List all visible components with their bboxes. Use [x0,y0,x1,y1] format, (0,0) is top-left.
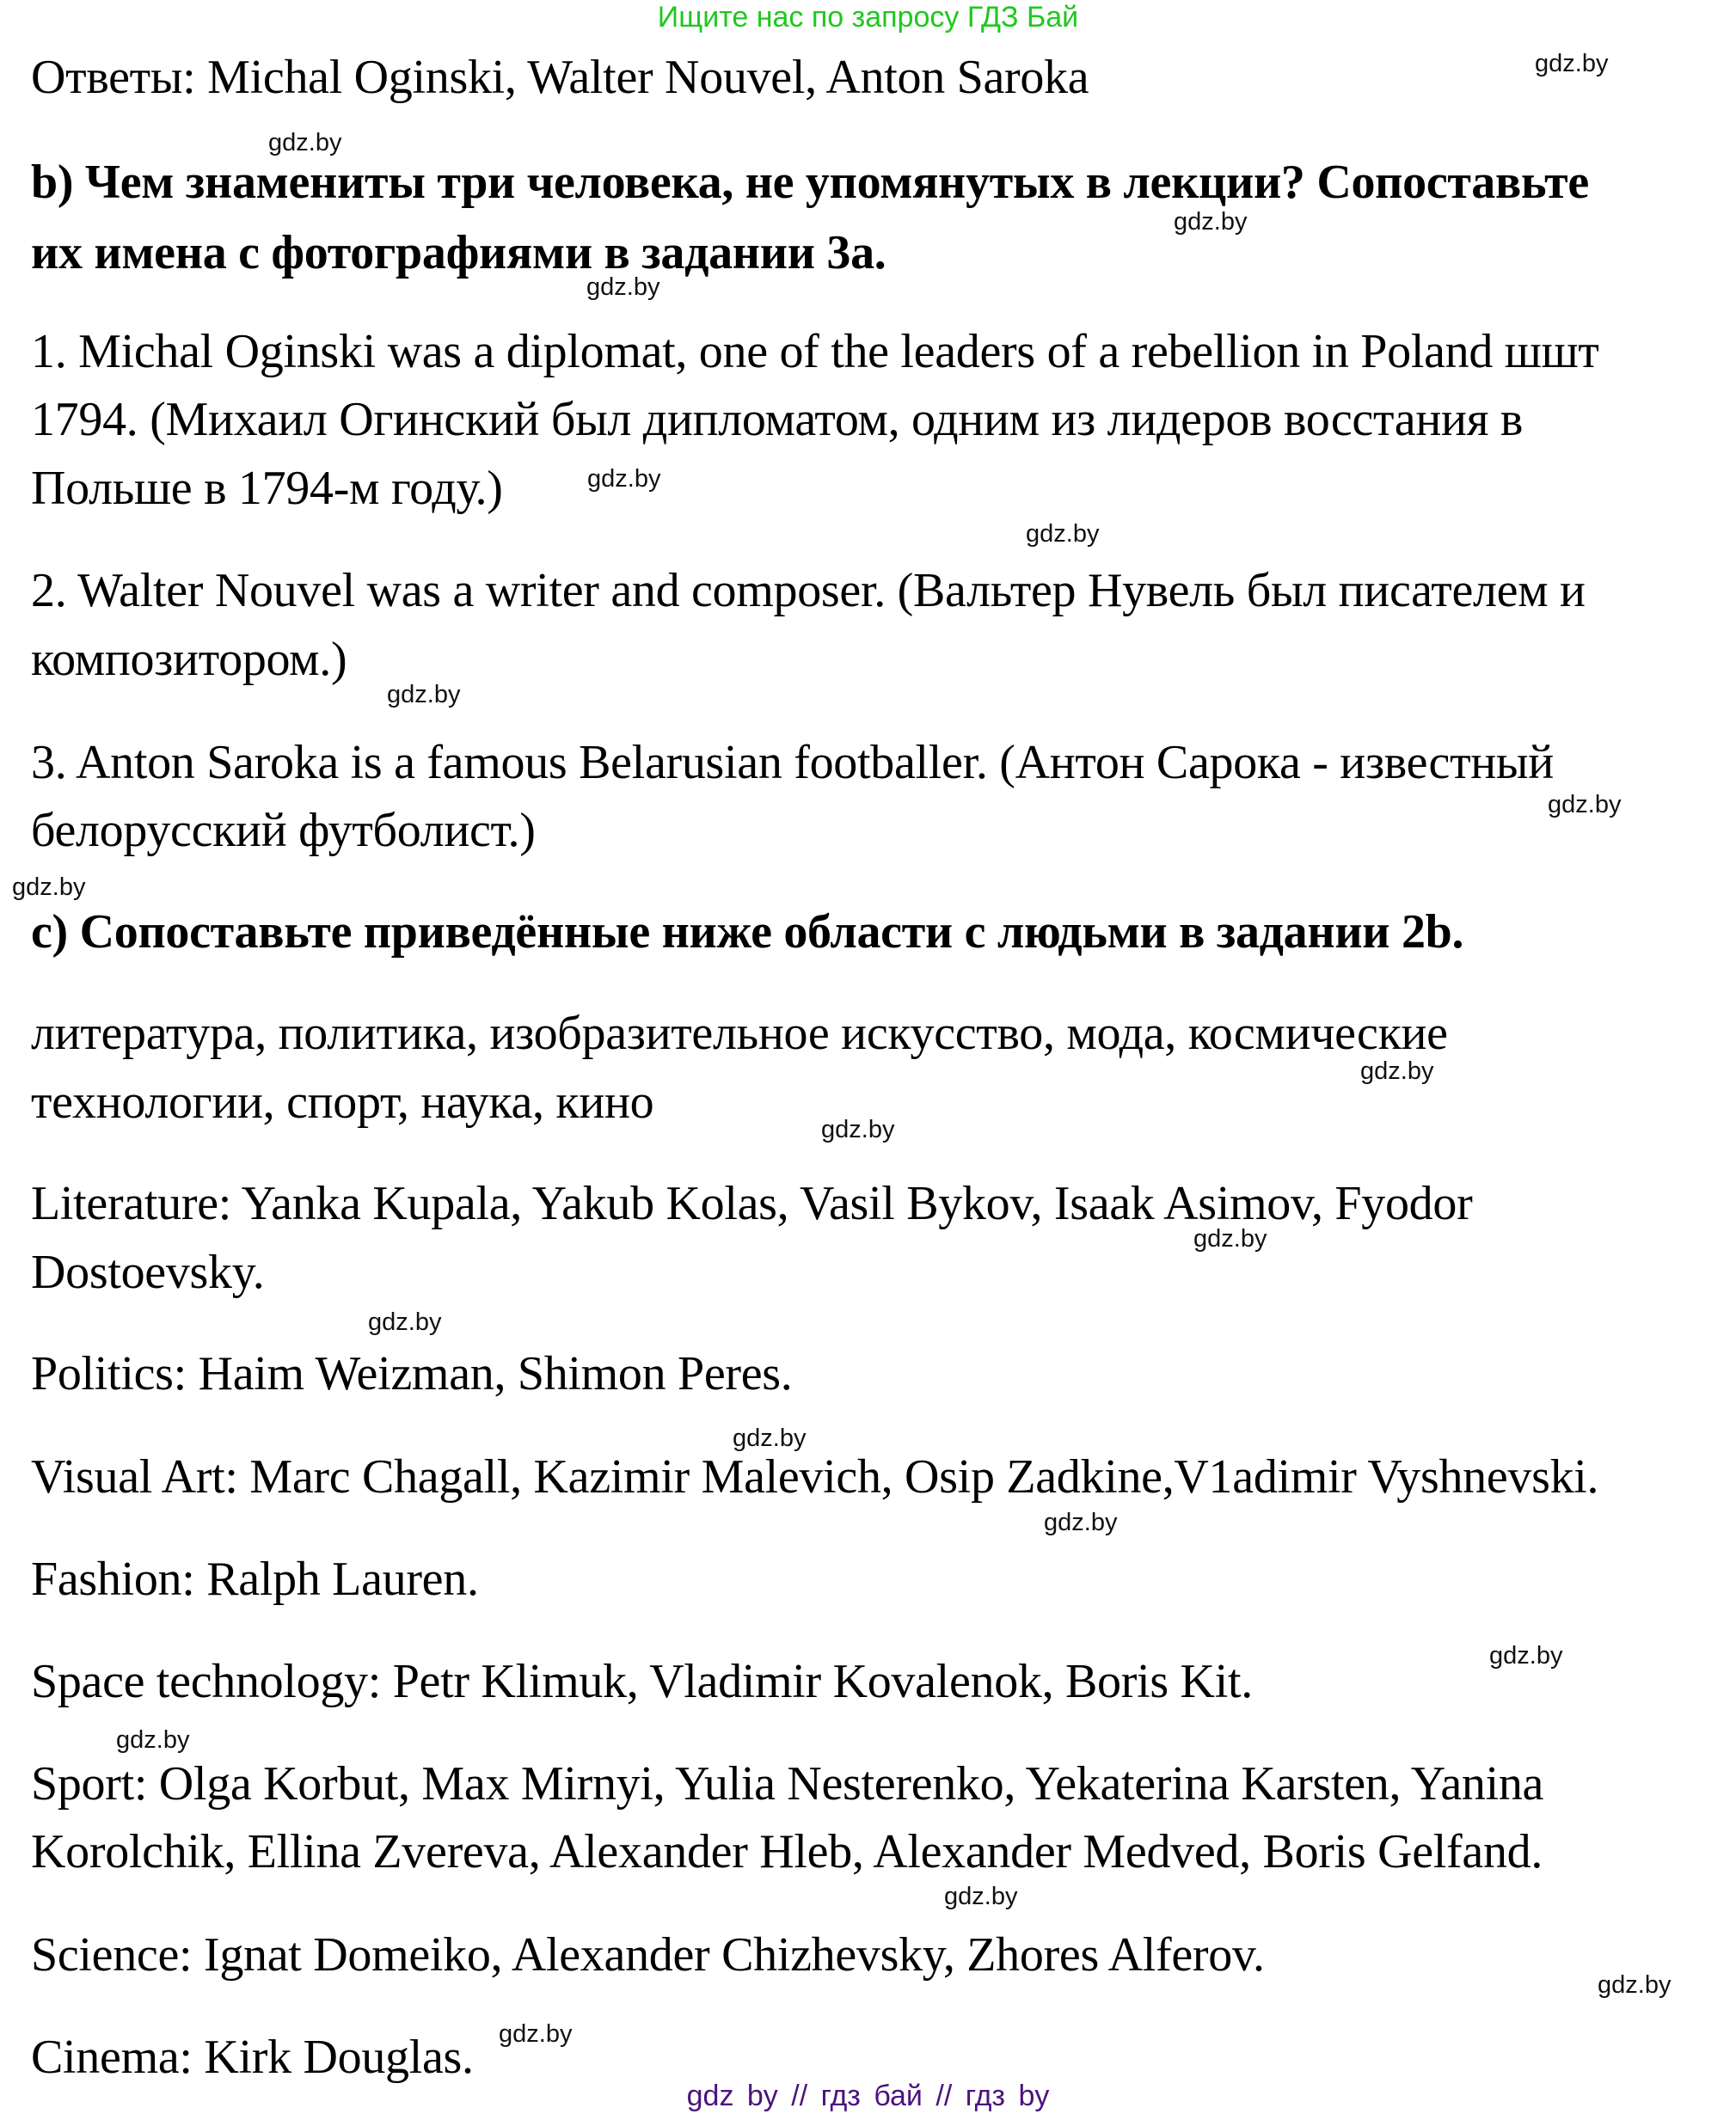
task-c-areas-line-1: литература, политика, изобразительное искусство, мода, космические [31,1007,1448,1060]
watermark: gdz.by [1598,1971,1672,1999]
task-b-heading-line-2: их имена с фотографиями в задании 3а. [31,226,886,279]
task-c-heading: c) Сопоставьте приведённые ниже области с людьми в задании 2b. [31,905,1464,959]
watermark: gdz.by [368,1308,442,1336]
category-visual-art: Visual Art: Marc Chagall, Kazimir Malevich, Osip Zadkine,V1adimir Vyshnevski. [31,1450,1599,1504]
watermark: gdz.by [499,2020,573,2048]
watermark: gdz.by [1026,520,1100,548]
task-b-item-1-line-3: Польше в 1794-м году.) [31,462,503,515]
task-b-item-2-line-1: 2. Walter Nouvel was a writer and composer. (Вальтер Нувель был писателем и [31,564,1586,617]
watermark: gdz.by [1548,791,1622,818]
watermark: gdz.by [1360,1057,1434,1085]
watermark: gdz.by [944,1883,1018,1910]
watermark: gdz.by [586,273,660,301]
answers-line: Ответы: Michal Oginski, Walter Nouvel, Anton Saroka [31,51,1089,104]
category-literature-line-1: Literature: Yanka Kupala, Yakub Kolas, Vasil Bykov, Isaak Asimov, Fyodor [31,1177,1473,1230]
watermark: gdz.by [268,129,342,156]
footer-links: gdz by // гдз бай // гдз by [686,2080,1050,2112]
task-b-heading-line-1: b) Чем знамениты три человека, не упомянутых в лекции? Сопоставьте [31,156,1589,209]
task-b-item-2-line-2: композитором.) [31,633,347,686]
watermark: gdz.by [1174,208,1248,236]
task-b-item-1-line-2: 1794. (Михаил Огинский был дипломатом, одним из лидеров восстания в [31,393,1523,446]
watermark: gdz.by [733,1425,807,1452]
category-cinema: Cinema: Kirk Douglas. [31,2031,474,2084]
category-literature-line-2: Dostoevsky. [31,1246,265,1299]
watermark: gdz.by [387,681,461,708]
category-sport-line-2: Korolchik, Ellina Zvereva, Alexander Hleb, Alexander Medved, Boris Gelfand. [31,1825,1543,1878]
watermark: gdz.by [1489,1642,1563,1670]
watermark: gdz.by [1044,1509,1118,1536]
watermark: gdz.by [116,1726,190,1754]
task-b-item-3-line-2: белорусский футболист.) [31,804,536,857]
watermark: gdz.by [12,873,86,901]
category-fashion: Fashion: Ralph Lauren. [31,1553,479,1606]
watermark: gdz.by [1193,1225,1267,1253]
search-banner: Ищите нас по запросу ГДЗ Бай [657,1,1079,34]
watermark: gdz.by [821,1116,895,1143]
category-space-technology: Space technology: Petr Klimuk, Vladimir Kovalenok, Boris Kit. [31,1655,1253,1708]
category-politics: Politics: Haim Weizman, Shimon Peres. [31,1347,793,1400]
watermark: gdz.by [587,465,661,493]
category-sport-line-1: Sport: Olga Korbut, Max Mirnyi, Yulia Nesterenko, Yekaterina Karsten, Yanina [31,1757,1544,1811]
task-b-item-1-line-1: 1. Michal Oginski was a diplomat, one of the leaders of a rebellion in Poland шшт [31,325,1599,378]
watermark: gdz.by [1535,50,1609,77]
category-science: Science: Ignat Domeiko, Alexander Chizhevsky, Zhores Alferov. [31,1928,1265,1982]
task-b-item-3-line-1: 3. Anton Saroka is a famous Belarusian footballer. (Антон Сарока - известный [31,736,1554,789]
task-c-areas-line-2: технологии, спорт, наука, кино [31,1075,654,1129]
